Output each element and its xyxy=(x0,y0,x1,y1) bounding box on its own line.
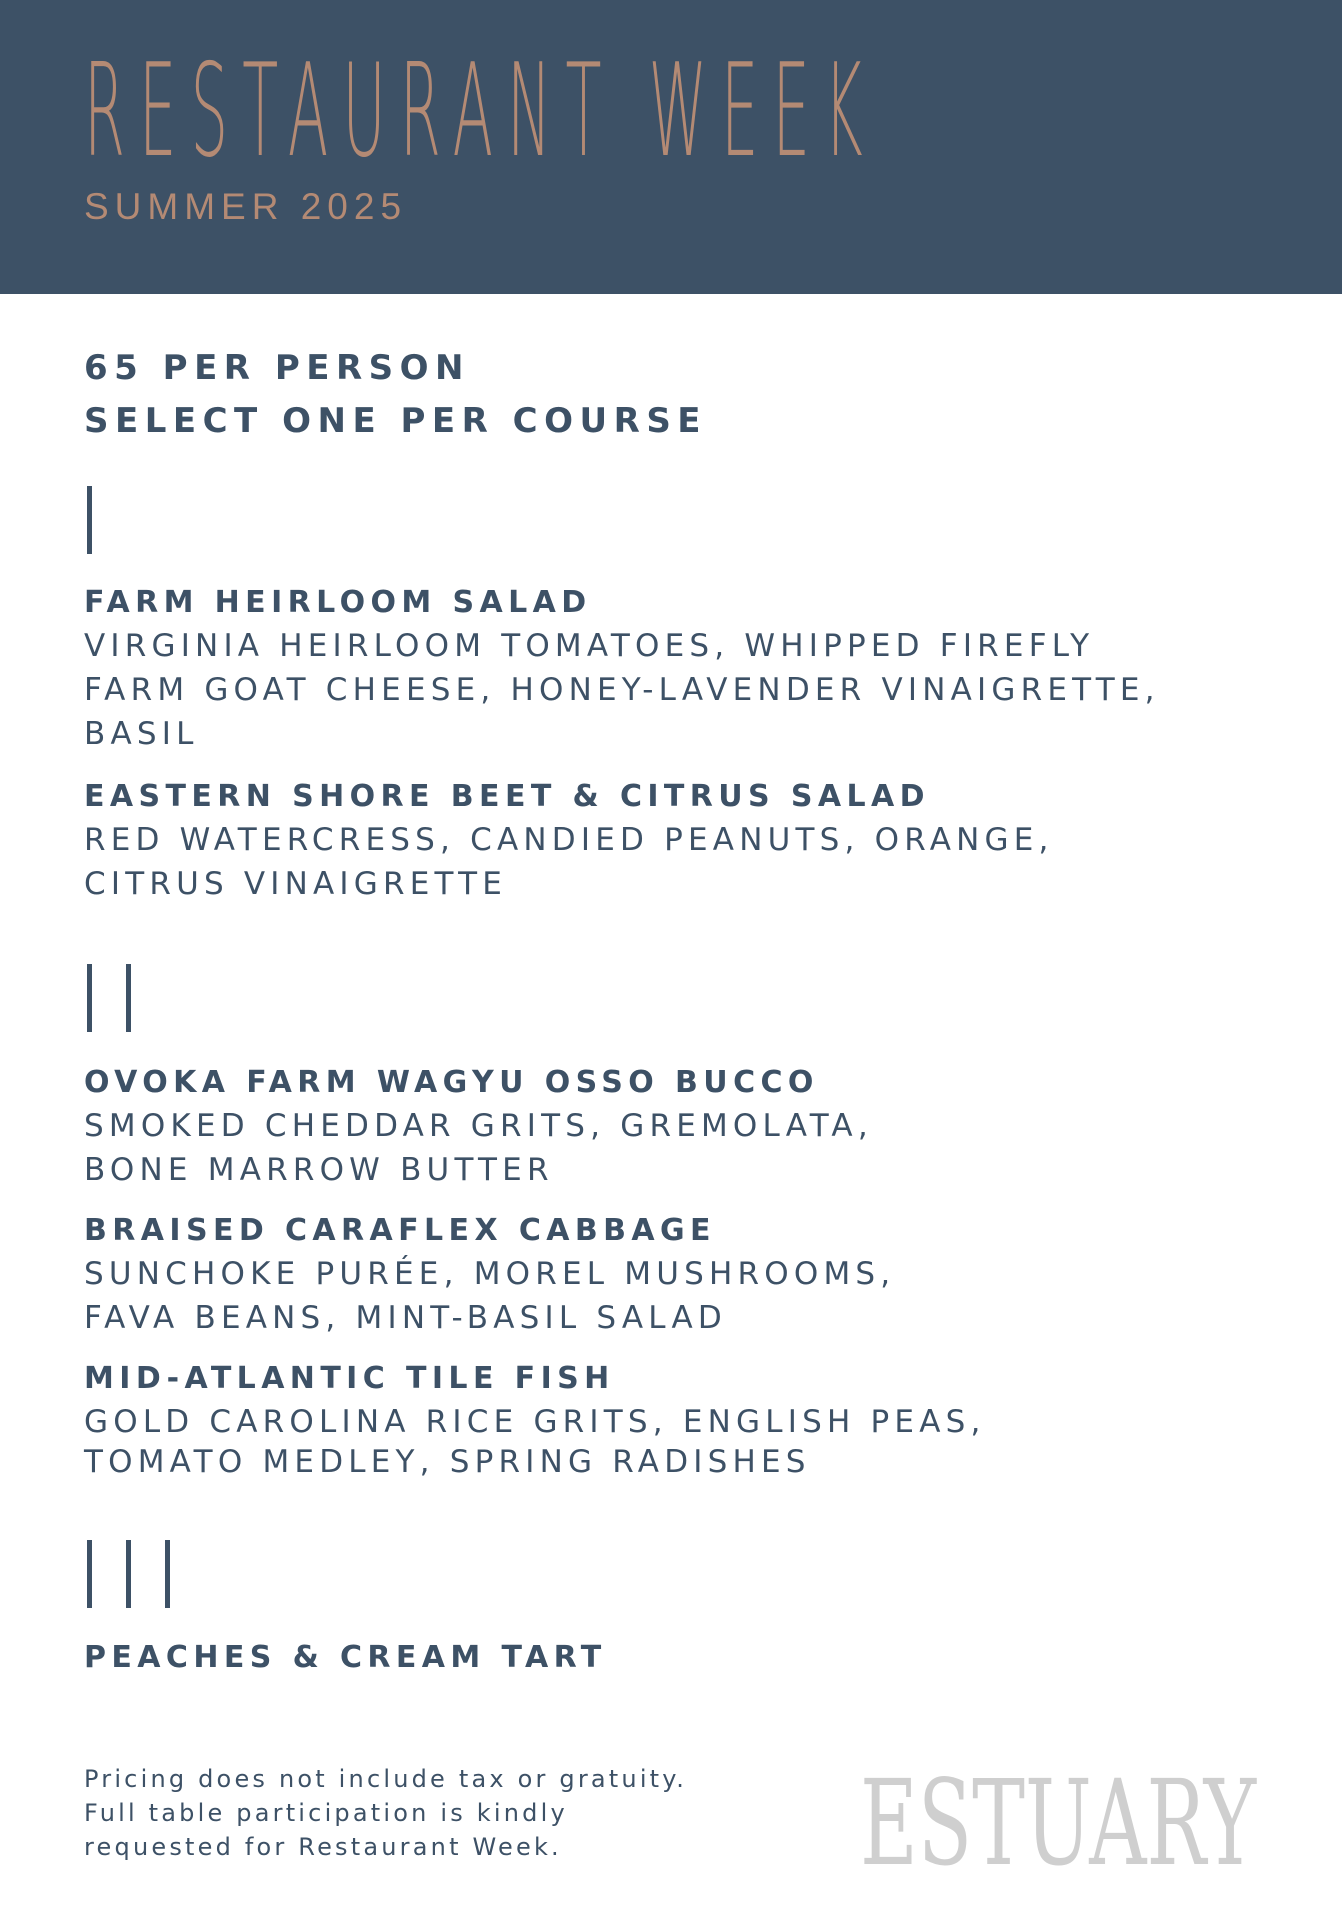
roman-numeral-bar xyxy=(126,1540,131,1608)
dish-name: EASTERN SHORE BEET & CITRUS SALAD xyxy=(84,779,930,814)
estuary-logo xyxy=(860,1762,1260,1872)
menu-subtitle: SUMMER 2025 xyxy=(84,186,408,227)
course-marker-1 xyxy=(87,486,92,554)
dish-braised-cabbage xyxy=(84,1210,1284,1340)
dish-description-line: GOLD CAROLINA RICE GRITS, ENGLISH PEAS, xyxy=(84,1404,986,1440)
dish-farm-heirloom-salad xyxy=(84,582,1284,756)
roman-numeral-bar xyxy=(87,964,92,1032)
pricing-note xyxy=(84,1762,687,1864)
dish-description-line: FARM GOAT CHEESE, HONEY-LAVENDER VINAIGRETTE, xyxy=(84,672,1160,708)
roman-numeral-bar xyxy=(126,964,131,1032)
dish-description-line: RED WATERCRESS, CANDIED PEANUTS, ORANGE, xyxy=(84,822,1054,858)
dish-tile-fish xyxy=(84,1358,1284,1484)
dish-description-line: VIRGINIA HEIRLOOM TOMATOES, WHIPPED FIREFLY xyxy=(84,628,1095,664)
roman-numeral-bar xyxy=(87,486,92,554)
dish-name: OVOKA FARM WAGYU OSSO BUCCO xyxy=(84,1065,819,1100)
dish-name: MID-ATLANTIC TILE FISH xyxy=(84,1361,615,1396)
dish-description-line: SUNCHOKE PURÉE, MOREL MUSHROOMS, xyxy=(84,1256,896,1292)
course-marker-3 xyxy=(87,1540,170,1608)
dish-description-line: SMOKED CHEDDAR GRITS, GREMOLATA, xyxy=(84,1108,873,1144)
dish-name: PEACHES & CREAM TART xyxy=(84,1640,607,1675)
course-marker-2 xyxy=(87,964,131,1032)
dish-description-line: FAVA BEANS, MINT-BASIL SALAD xyxy=(84,1300,727,1336)
dish-description-line: BONE MARROW BUTTER xyxy=(84,1152,554,1188)
roman-numeral-bar xyxy=(87,1540,92,1608)
note-line: requested for Restaurant Week. xyxy=(84,1833,562,1861)
header-banner xyxy=(0,0,1342,294)
roman-numeral-bar xyxy=(165,1540,170,1608)
dish-description-line: CITRUS VINAIGRETTE xyxy=(84,866,508,902)
dish-description-line: BASIL xyxy=(84,716,199,752)
dish-name: FARM HEIRLOOM SALAD xyxy=(84,585,592,620)
note-line: Full table participation is kindly xyxy=(84,1799,568,1827)
menu-intro xyxy=(84,342,707,448)
dish-description-line: TOMATO MEDLEY, SPRING RADISHES xyxy=(84,1444,811,1480)
price-line: 65 PER PERSON xyxy=(84,348,470,388)
dish-name: BRAISED CARAFLEX CABBAGE xyxy=(84,1213,716,1248)
dish-beet-citrus-salad xyxy=(84,776,1284,906)
dish-peaches-cream-tart xyxy=(84,1637,1284,1679)
dish-wagyu-osso-bucco xyxy=(84,1062,1284,1192)
svg-text:ESTUARY: ESTUARY xyxy=(860,1762,1257,1872)
instruction-line: SELECT ONE PER COURSE xyxy=(84,401,708,441)
note-line: Pricing does not include tax or gratuity. xyxy=(84,1765,688,1793)
menu-title: RESTAURANT WEEK xyxy=(84,37,877,186)
